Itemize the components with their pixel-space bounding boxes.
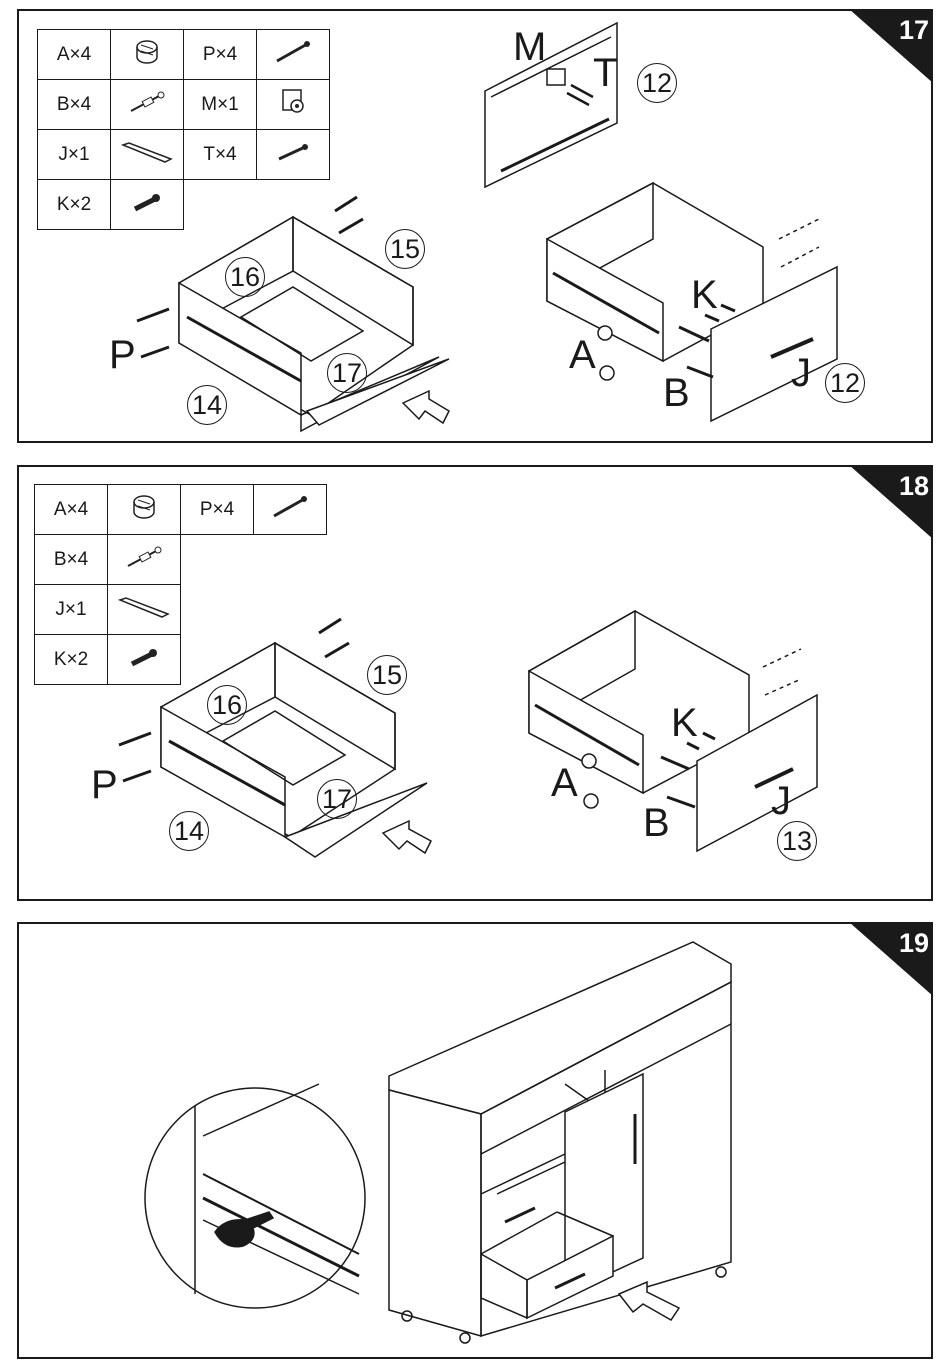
panel-id-12-front: 12 [825, 363, 865, 403]
callout-A: A [569, 333, 596, 377]
callout-K: K [691, 273, 718, 317]
step-19-panel [17, 922, 933, 1359]
callout-M: M [513, 25, 547, 69]
step-number: 17 [898, 15, 929, 45]
callout-T: T [593, 51, 618, 95]
step-number: 18 [898, 471, 929, 501]
callout-B: B [643, 801, 670, 845]
panel-id-15: 15 [385, 229, 425, 269]
panel-id-14: 14 [187, 385, 227, 425]
step-number: 19 [898, 928, 929, 958]
panel-id-16: 16 [207, 685, 247, 725]
callout-J: J [791, 351, 811, 395]
part-label: T×4 [184, 130, 257, 180]
part-label: J×1 [38, 130, 111, 180]
callout-K: K [671, 701, 698, 745]
panel-id-17: 17 [327, 353, 367, 393]
cabinet-side [389, 1090, 481, 1336]
callout-B: B [663, 371, 690, 415]
callout-J: J [771, 779, 791, 823]
part-label: J×1 [35, 585, 108, 635]
step-18-panel [17, 465, 933, 901]
step-17-panel [17, 9, 933, 443]
callout-P: P [91, 763, 118, 807]
callout-A: A [551, 761, 578, 805]
panel-id-15: 15 [367, 655, 407, 695]
part-label: K×2 [38, 180, 111, 230]
part-label: A×4 [38, 30, 111, 80]
panel-id-12: 12 [637, 63, 677, 103]
panel-id-17: 17 [317, 779, 357, 819]
panel-12-back [485, 23, 617, 187]
panel-id-14: 14 [169, 811, 209, 851]
part-label: A×4 [35, 485, 108, 535]
part-label: B×4 [35, 535, 108, 585]
zoom-detail [145, 1088, 365, 1308]
step-19-illustration [19, 924, 931, 1357]
part-label: P×4 [184, 30, 257, 80]
part-label: K×2 [35, 635, 108, 685]
part-label: B×4 [38, 80, 111, 130]
panel-id-16: 16 [225, 257, 265, 297]
part-label: M×1 [184, 80, 257, 130]
part-label: P×4 [181, 485, 254, 535]
panel-id-13: 13 [777, 821, 817, 861]
callout-P: P [109, 333, 136, 377]
cabinet-top [389, 942, 731, 1114]
